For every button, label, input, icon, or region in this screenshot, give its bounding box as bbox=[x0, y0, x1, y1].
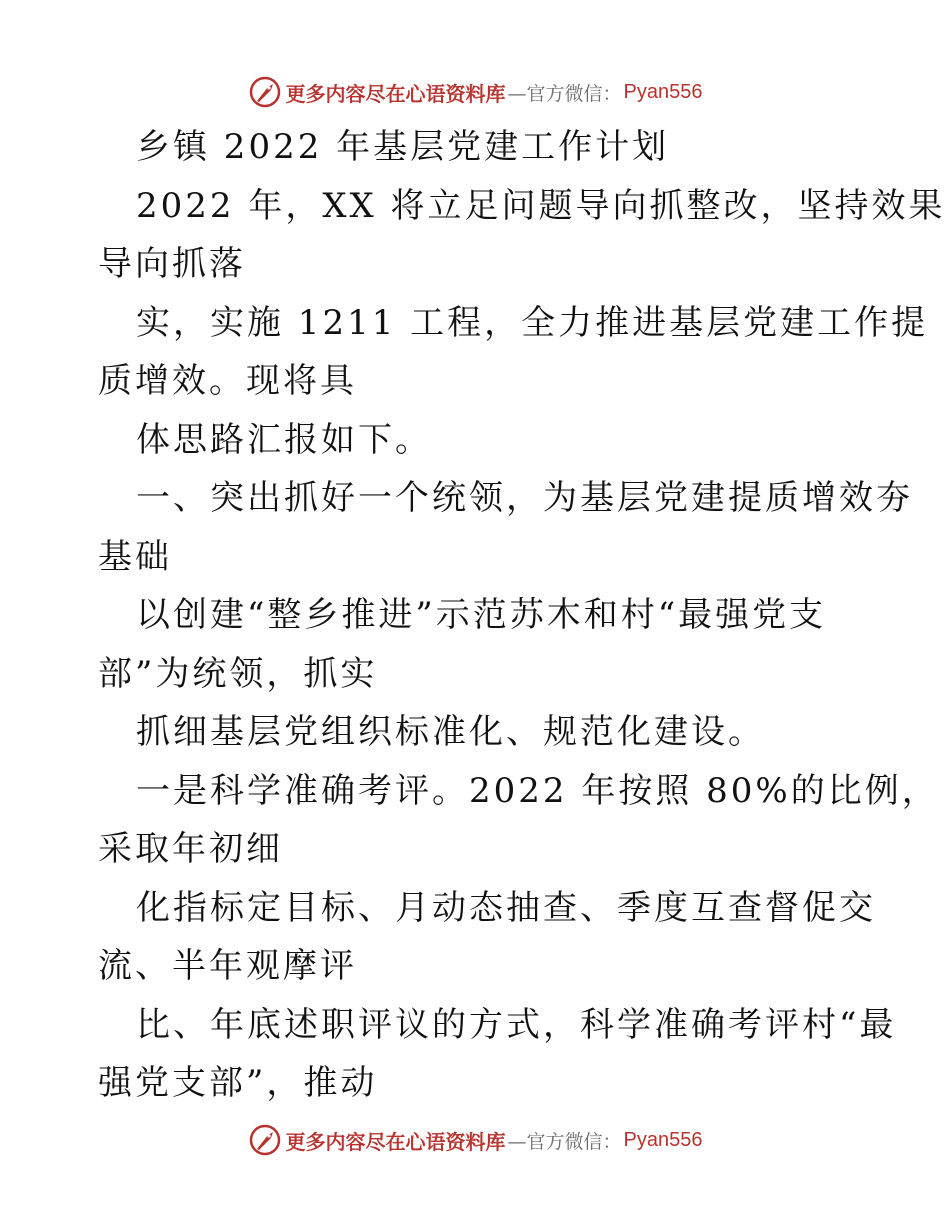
paragraph-line: 部”为统领，抓实 bbox=[98, 653, 378, 694]
banner-title: 更多内容尽在心语资料库 bbox=[285, 1129, 506, 1154]
banner-wechat-id: Pyan556 bbox=[623, 1128, 703, 1151]
banner-separator: —官方微信： bbox=[507, 82, 622, 105]
footer-watermark-banner bbox=[0, 1120, 950, 1160]
pen-nib-logo-icon bbox=[248, 1123, 282, 1157]
document-title: 乡镇 2022 年基层党建工作计划 bbox=[136, 127, 670, 167]
section-heading-line: 一、突出抓好一个统领，为基层党建提质增效夯 bbox=[136, 478, 913, 518]
paragraph-line: 体思路汇报如下。 bbox=[136, 419, 432, 460]
banner-title: 更多内容尽在心语资料库 bbox=[285, 81, 506, 106]
document-body bbox=[98, 118, 946, 1113]
paragraph-line: 导向抓落 bbox=[98, 244, 246, 284]
paragraph-line: 化指标定目标、月动态抽查、季度互查督促交 bbox=[136, 887, 876, 928]
banner-wechat-id: Pyan556 bbox=[623, 80, 703, 103]
paragraph-line: 强党支部”，推动 bbox=[98, 1063, 378, 1103]
paragraph-line: 抓细基层党组织标准化、规范化建设。 bbox=[136, 712, 765, 752]
paragraph-line: 比、年底述职评议的方式，科学准确考评村“最 bbox=[136, 1004, 897, 1045]
paragraph-line: 2022 年，XX 将立足问题导向抓整改，坚持效果 bbox=[136, 185, 946, 226]
section-heading-line: 基础 bbox=[98, 536, 172, 577]
pen-nib-logo-icon bbox=[248, 75, 282, 109]
paragraph-line: 采取年初细 bbox=[98, 829, 283, 869]
paragraph-line: 一是科学准确考评。2022 年按照 80%的比例， bbox=[136, 770, 939, 811]
paragraph-line: 实，实施 1211 工程，全力推进基层党建工作提 bbox=[136, 302, 929, 343]
paragraph-line: 流、半年观摩评 bbox=[98, 946, 357, 986]
paragraph-line: 以创建“整乡推进”示范苏木和村“最强党支 bbox=[136, 595, 827, 635]
banner-separator: —官方微信： bbox=[507, 1130, 622, 1153]
paragraph-line: 质增效。现将具 bbox=[98, 361, 357, 401]
header-watermark-banner bbox=[0, 72, 950, 112]
